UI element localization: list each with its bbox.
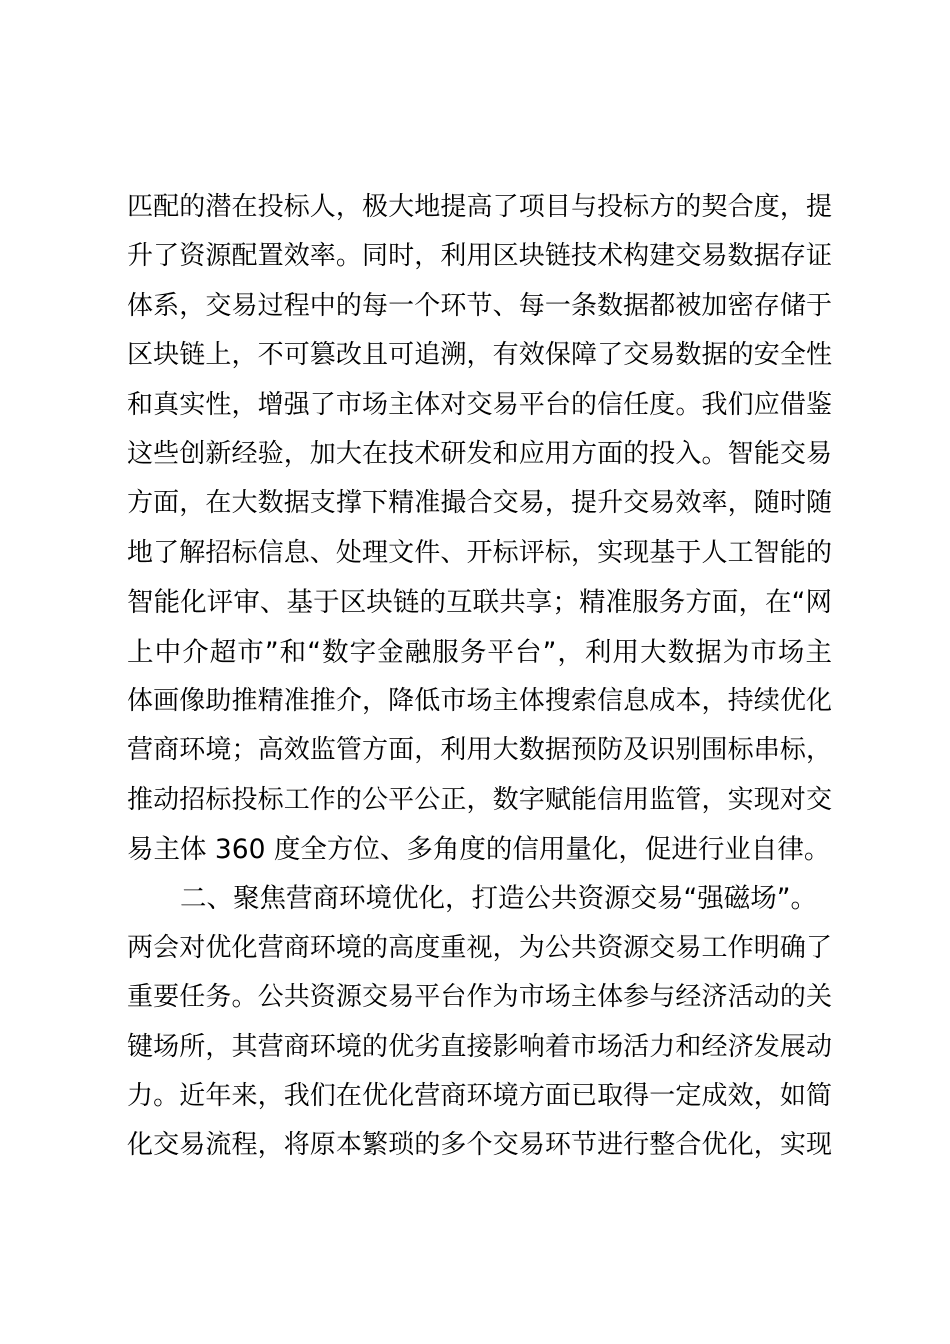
text-line: 和真实性，增强了市场主体对交易平台的信任度。我们应借鉴 bbox=[127, 389, 832, 420]
text-line: 地了解招标信息、处理文件、开标评标，实现基于人工智能的 bbox=[127, 537, 832, 568]
text-line: 化交易流程，将原本繁琐的多个交易环节进行整合优化，实现 bbox=[127, 1130, 832, 1161]
paragraph-end-line: 易主体 360 度全方位、多角度的信用量化，促进行业自律。 bbox=[127, 834, 831, 866]
text-line: 智能化评审、基于区块链的互联共享；精准服务方面，在“网 bbox=[127, 587, 832, 619]
text-line: 力。近年来，我们在优化营商环境方面已取得一定成效，如简 bbox=[127, 1081, 832, 1112]
text-line: 升了资源配置效率。同时，利用区块链技术构建交易数据存证 bbox=[127, 241, 832, 272]
text-line: 两会对优化营商环境的高度重视，为公共资源交易工作明确了 bbox=[127, 932, 832, 963]
text-line: 键场所，其营商环境的优劣直接影响着市场活力和经济发展动 bbox=[127, 1031, 832, 1062]
section-heading-line: 二、聚焦营商环境优化，打造公共资源交易“强磁场”。 bbox=[180, 883, 817, 915]
body-text bbox=[127, 183, 832, 1171]
text-line: 方面，在大数据支撑下精准撮合交易，提升交易效率，随时随 bbox=[127, 488, 832, 519]
text-line: 这些创新经验，加大在技术研发和应用方面的投入。智能交易 bbox=[127, 438, 832, 469]
text-line: 上中介超市”和“数字金融服务平台”，利用大数据为市场主 bbox=[127, 636, 832, 668]
text-line: 匹配的潜在投标人，极大地提高了项目与投标方的契合度，提 bbox=[127, 192, 832, 222]
text-line: 体画像助推精准推介，降低市场主体搜索信息成本，持续优化 bbox=[127, 685, 832, 716]
text-line: 体系，交易过程中的每一个环节、每一条数据都被加密存储于 bbox=[127, 290, 832, 321]
text-line: 重要任务。公共资源交易平台作为市场主体参与经济活动的关 bbox=[127, 982, 832, 1013]
text-line: 营商环境；高效监管方面，利用大数据预防及识别围标串标， bbox=[127, 735, 832, 766]
text-line: 区块链上，不可篡改且可追溯，有效保障了交易数据的安全性 bbox=[127, 340, 832, 371]
text-line: 推动招标投标工作的公平公正，数字赋能信用监管，实现对交 bbox=[127, 784, 832, 815]
